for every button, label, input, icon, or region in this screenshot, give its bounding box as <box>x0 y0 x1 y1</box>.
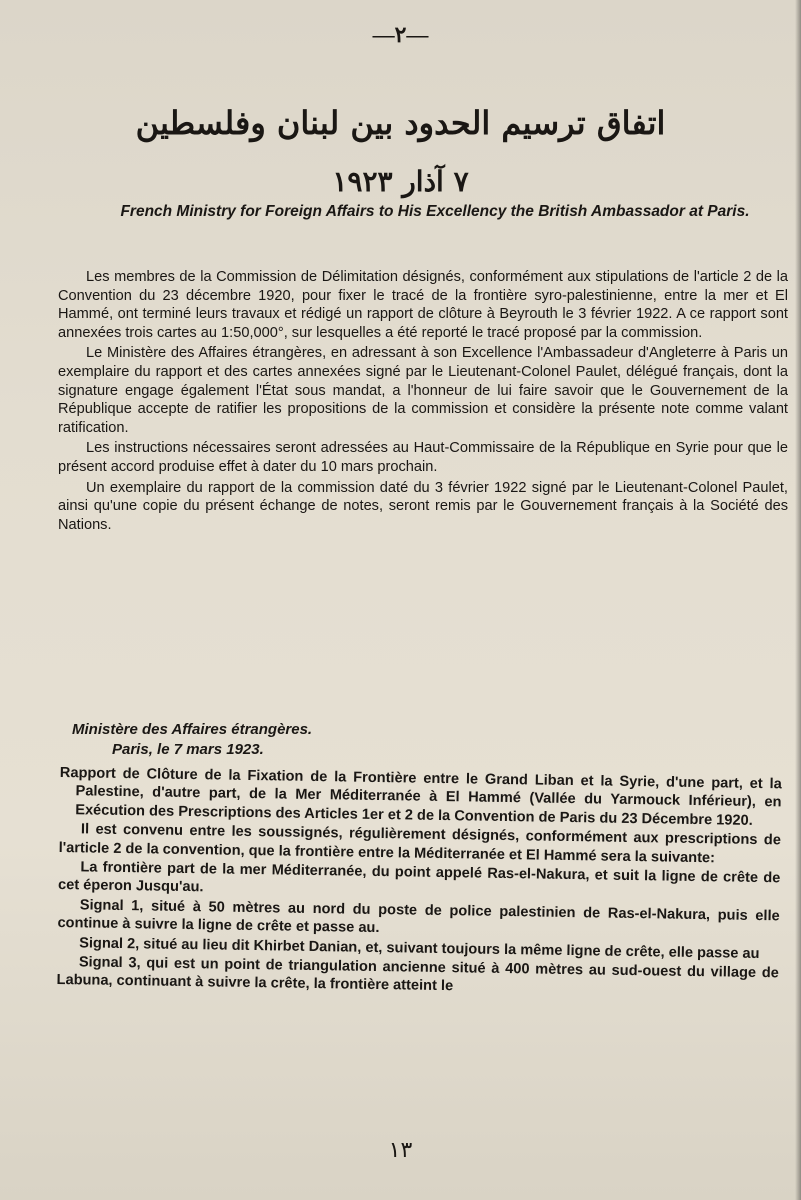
arabic-date: ٧ آذار ١٩٢٣ <box>332 165 469 198</box>
letter-body <box>58 268 788 536</box>
letter-paragraph: Les instructions nécessaires seront adressées au Haut-Commissaire de la République en Syrie pour que le présent accord produise effet à dater du 10 mars prochain. <box>58 440 788 475</box>
report-paragraph: Signal 3, qui est un point de triangulation ancienne situé à 400 mètres au sud-ouest du village de Labuna, continuant à suivre la crête, la frontière atteint le <box>56 954 779 995</box>
arabic-title: اتفاق ترسيم الحدود بين لبنان وفلسطين <box>135 104 666 142</box>
letter-paragraph: Un exemplaire du rapport de la commission daté du 3 février 1922 signé par le Lieutenant-Colonel Paulet, ainsi qu'une copie du présent échange de notes, seront remis par le Gouvernement français à la Société des Nations. <box>58 479 788 533</box>
report-place-date: Paris, le 7 mars 1923. <box>112 741 264 758</box>
report-paragraph: Signal 2, situé au lieu dit Khirbet Danian, et, suivant toujours la même ligne de crête, elle passe au <box>79 934 760 962</box>
report-paragraph: Il est convenu entre les soussignés, régulièrement désignés, conformément aux prescriptions de l'article 2 de la convention, que la frontière entre la Méditerranée et El Hammé sera la suivante: <box>58 821 782 866</box>
page-edge-shadow <box>795 0 801 1200</box>
report-header <box>72 720 772 760</box>
report-paragraph: Signal 1, situé à 50 mètres au nord du poste de police palestinien de Ras-el-Nakura, puis elle continue à suivre la ligne de crête et passe au. <box>57 897 780 937</box>
letter-paragraph: Le Ministère des Affaires étrangères, en adressant à son Excellence l'Ambassadeur d'Angleterre à Paris un exemplaire du rapport et des cartes annexées signé par le Lieutenant-Colonel Paulet, délégué français, dont la signature engage également l'État sous mandat, a l'honneur de lui faire savoir que le Gouvernement de la République accepte de ratifier les propositions de la commission et considère la présente note comme valant ratification. <box>58 345 788 436</box>
report-paragraph: La frontière part de la mer Méditerranée, du point appelé Ras-el-Nakura, et suit la ligne de crête de cet éperon Jusqu'au. <box>57 859 781 896</box>
letter-paragraph: Les membres de la Commission de Délimitation désignés, conformément aux stipulations de l'article 2 de la Convention du 23 décembre 1920, pour fixer le tracé de la frontière syro-palestinienne, entre la mer et El Hammé, ont terminé leurs travaux et rédigé un rapport de clôture à Beyrouth le 3 février 1922. A ce rapport sont annexées trois cartes au 1:50,000°, sur lesquelles a été reporté le tracé proposé par la commission. <box>58 269 788 341</box>
english-heading: French Ministry for Foreign Affairs to His Excellency the British Ambassador at Paris. <box>120 203 750 220</box>
report-body <box>56 764 781 1002</box>
report-ministry: Ministère des Affaires étrangères. <box>72 721 313 738</box>
report-title: Rapport de Clôture de la Fixation de la Frontière entre le Grand Liban et la Syrie, d'une part, et la Palestine, d'autre part, de la Mer Méditerranée à El Hammé (Vallée du Yarmouck Inférieur), en Exécution des Prescriptions des Articles 1er et 2 de la Convention de Paris du 23 Décembre 1920. <box>59 764 782 829</box>
page-marker: —٢— <box>372 22 429 47</box>
page-number: ١٣ <box>388 1138 413 1163</box>
